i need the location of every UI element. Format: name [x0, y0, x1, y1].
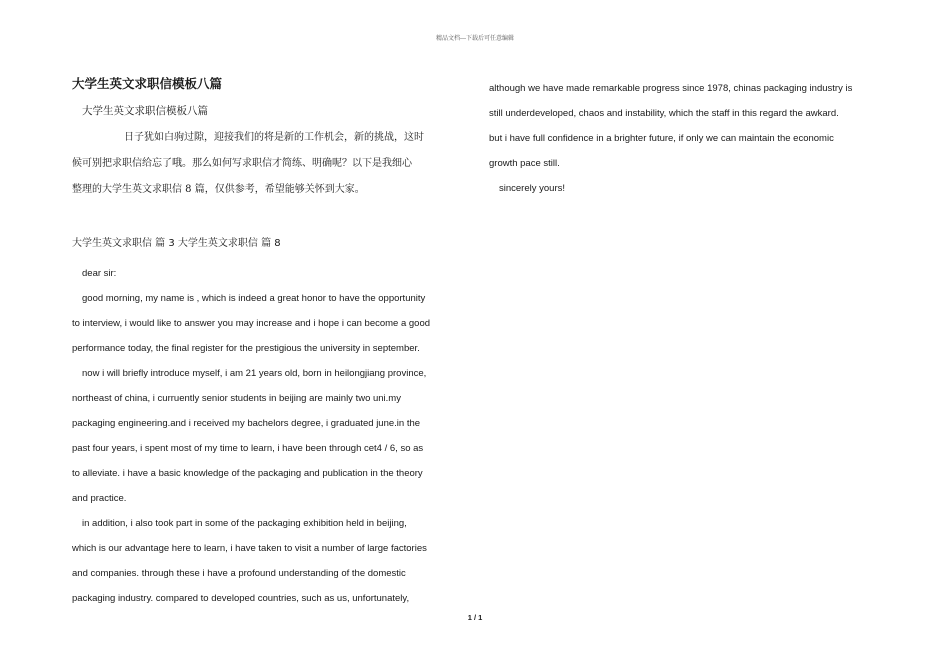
letter-line: sincerely yours! [499, 183, 565, 194]
letter-body-left [72, 261, 464, 611]
left-column [72, 76, 464, 611]
intro-line: 日子犹如白驹过隙，迎接我们的将是新的工作机会，新的挑战，这时 [124, 132, 424, 143]
letter-line: but i have full confidence in a brighter future, if only we can maintain the economic [489, 133, 834, 144]
right-column [489, 76, 881, 201]
header-note: 精品文档---下载后可任意编辑 [435, 35, 515, 42]
letter-line: to alleviate. i have a basic knowledge of the packaging and publication in the theory [72, 468, 423, 479]
section-heading: 大学生英文求职信 篇 3 大学生英文求职信 篇 8 [72, 238, 281, 249]
document-title: 大学生英文求职信模板八篇 [72, 76, 223, 91]
letter-line: in addition, i also took part in some of the packaging exhibition held in beijing, [82, 518, 407, 529]
letter-line: performance today, the final register for the prestigious the university in september. [72, 343, 420, 354]
intro-paragraph [72, 125, 464, 203]
document-subtitle: 大学生英文求职信模板八篇 [82, 105, 208, 117]
letter-line: which is our advantage here to learn, i have taken to visit a number of large factories [72, 543, 427, 554]
letter-line: now i will briefly introduce myself, i am 21 years old, born in heilongjiang province, [82, 368, 427, 379]
page-number: 1 / 1 [467, 613, 483, 622]
letter-line: good morning, my name is , which is indeed a great honor to have the opportunity [82, 293, 426, 304]
letter-line: still underdeveloped, chaos and instability, which the staff in this regard the awkard. [489, 108, 839, 119]
letter-line: growth pace still. [489, 158, 560, 169]
intro-line: 候可别把求职信给忘了哦。那么如何写求职信才简练、明确呢？以下是我细心 [72, 158, 412, 169]
letter-line: packaging engineering.and i received my bachelors degree, i graduated june.in the [72, 418, 421, 429]
letter-line: dear sir: [82, 268, 117, 279]
letter-line: to interview, i would like to answer you may increase and i hope i can become a good [72, 318, 431, 329]
letter-line: packaging industry. compared to developed countries, such as us, unfortunately, [72, 593, 410, 604]
letter-line: and companies. through these i have a profound understanding of the domestic [72, 568, 406, 579]
letter-line: northeast of china, i curruently senior students in beijing are mainly two uni.my [72, 393, 401, 404]
letter-line: although we have made remarkable progress since 1978, chinas packaging industry is [489, 83, 853, 94]
letter-line: past four years, i spent most of my time to learn, i have been through cet4 / 6, so as [72, 443, 424, 454]
letter-line: and practice. [72, 493, 127, 504]
letter-body-right [489, 76, 881, 201]
intro-line: 整理的大学生英文求职信 8 篇，仅供参考，希望能够关怀到大家。 [72, 184, 365, 195]
